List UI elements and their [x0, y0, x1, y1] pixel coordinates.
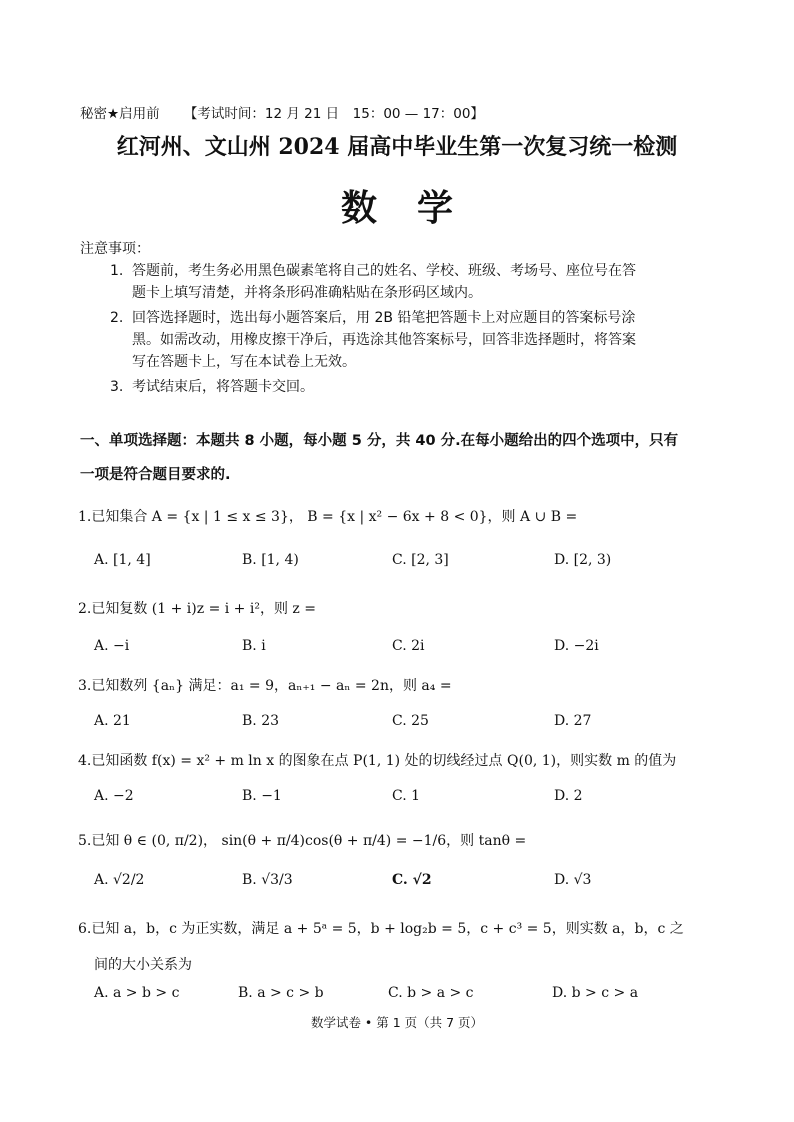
question-2-option-c: C. 2i — [392, 638, 425, 654]
section-heading — [80, 424, 730, 492]
question-3-option-a: A. 21 — [94, 713, 131, 729]
question-1-stem: 1.已知集合 A = {x | 1 ≤ x ≤ 3}， B = {x | x² − 6x + 8 < 0}，则 A ∪ B = — [78, 509, 578, 525]
section-line: 一、单项选择题：本题共 8 小题，每小题 5 分，共 40 分.在每小题给出的四个选项中，只有 — [80, 433, 679, 449]
question-2-stem: 2.已知复数 (1 + i)z = i + i²，则 z = — [78, 601, 316, 617]
note-number: 3. — [110, 379, 124, 395]
note-number: 2. — [110, 310, 124, 326]
question-5-option-a: A. √2/2 — [94, 872, 145, 888]
question-1-option-d: D. [2, 3) — [554, 552, 612, 568]
note-number: 1. — [110, 263, 124, 279]
note-item — [110, 376, 730, 398]
note-text: 答题前，考生务必用黑色碳素笔将自己的姓名、学校、班级、考场号、座位号在答 — [132, 263, 636, 279]
question-4-option-c: C. 1 — [392, 788, 421, 804]
secret-label: 秘密★启用前 — [80, 106, 160, 122]
question-4-option-a: A. −2 — [94, 788, 134, 804]
question-5-option-c: C. √2 — [392, 872, 432, 888]
note-text: 写在答题卡上，写在本试卷上无效。 — [132, 354, 356, 370]
question-6-stem-cont: 间的大小关系为 — [94, 957, 192, 973]
question-6-option-d: D. b > c > a — [552, 985, 639, 1001]
exam-title: 红河州、文山州 2024 届高中毕业生第一次复习统一检测 — [116, 134, 678, 160]
question-6-option-c: C. b > a > c — [388, 985, 474, 1001]
question-6-stem: 6.已知 a，b，c 为正实数，满足 a + 5ᵃ = 5，b + log₂b = 5，c + c³ = 5，则实数 a，b，c 之 — [78, 921, 684, 937]
question-3-stem: 3.已知数列 {aₙ} 满足：a₁ = 9，aₙ₊₁ − aₙ = 2n，则 a₄ = — [78, 678, 452, 694]
question-4-option-d: D. 2 — [554, 788, 583, 804]
notes-heading: 注意事项： — [80, 241, 150, 257]
question-4-stem: 4.已知函数 f(x) = x² + m ln x 的图象在点 P(1, 1) 处的切线经过点 Q(0, 1)，则实数 m 的值为 — [78, 753, 677, 769]
question-5-option-b: B. √3/3 — [242, 872, 293, 888]
note-text: 黑。如需改动，用橡皮擦干净后，再选涂其他答案标号，回答非选择题时，将答案 — [132, 332, 636, 348]
question-3-option-c: C. 25 — [392, 713, 429, 729]
page-footer: 数学试卷 • 第 1 页（共 7 页） — [310, 1015, 484, 1030]
question-5-option-d: D. √3 — [554, 872, 592, 888]
header-line — [80, 102, 484, 122]
question-1-option-a: A. [1, 4] — [94, 552, 151, 568]
question-2-option-a: A. −i — [94, 638, 130, 654]
question-6-option-a: A. a > b > c — [94, 985, 180, 1001]
subject-title: 数学 — [340, 187, 493, 229]
exam-time: 【考试时间：12 月 21 日 15：00 — 17：00】 — [183, 106, 484, 122]
note-item — [110, 260, 730, 304]
note-text: 考试结束后，将答题卡交回。 — [132, 379, 314, 395]
question-4-option-b: B. −1 — [242, 788, 282, 804]
note-text: 题卡上填写清楚，并将条形码准确粘贴在条形码区域内。 — [132, 285, 482, 301]
question-3-option-d: D. 27 — [554, 713, 592, 729]
note-text: 回答选择题时，选出每小题答案后，用 2B 铅笔把答题卡上对应题目的答案标号涂 — [132, 310, 636, 326]
note-item — [110, 307, 730, 373]
section-line: 一项是符合题目要求的. — [80, 467, 231, 483]
question-6-option-b: B. a > c > b — [238, 985, 324, 1001]
question-3-option-b: B. 23 — [242, 713, 280, 729]
question-1-option-b: B. [1, 4) — [242, 552, 299, 568]
question-1-option-c: C. [2, 3] — [392, 552, 449, 568]
question-2-option-b: B. i — [242, 638, 266, 654]
question-5-stem: 5.已知 θ ∈ (0, π/2)， sin(θ + π/4)cos(θ + π/4) = −1/6，则 tanθ = — [78, 833, 527, 849]
question-2-option-d: D. −2i — [554, 638, 599, 654]
